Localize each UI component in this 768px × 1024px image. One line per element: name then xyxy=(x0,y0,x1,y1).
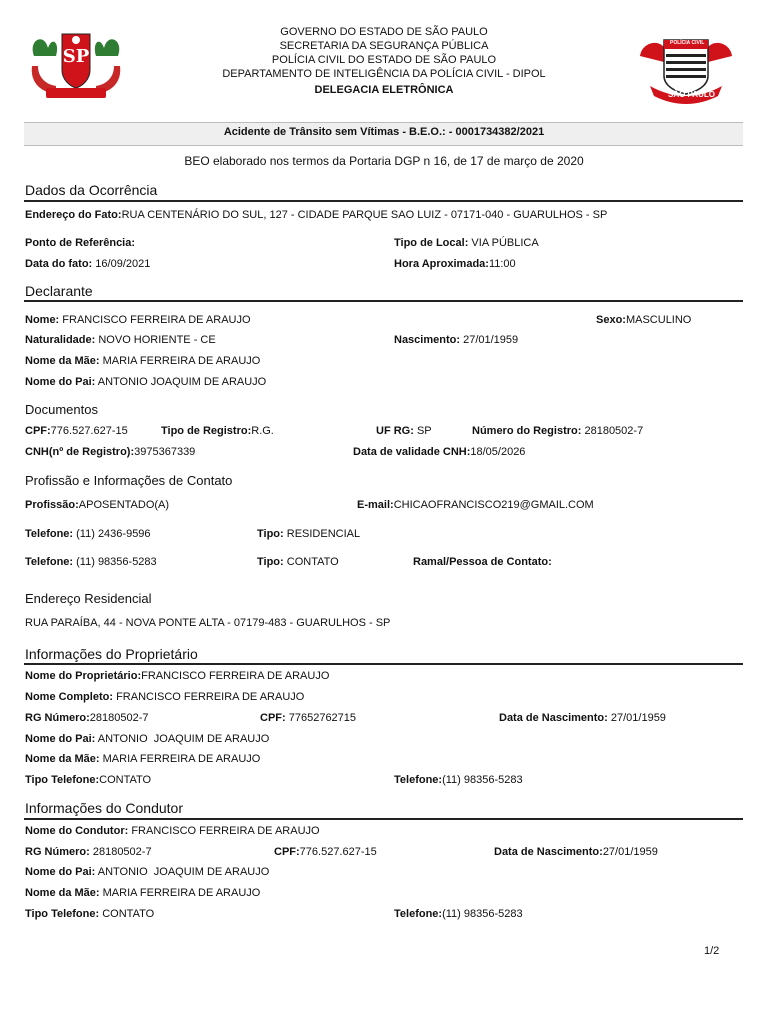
condutor-tipo-tel-label: Tipo Telefone: xyxy=(25,908,100,920)
condutor-tipo-tel-value: CONTATO xyxy=(102,908,155,920)
condutor-tipo-tel-row xyxy=(25,908,154,920)
email-row xyxy=(357,499,594,511)
condutor-cpf-value: 776.527.627-15 xyxy=(299,846,377,858)
condutor-mae-label: Nome da Mãe: xyxy=(25,887,100,899)
condutor-rg-row xyxy=(25,846,152,858)
proprietario-tel-value: (11) 98356-5283 xyxy=(442,774,523,786)
condutor-nasc-label: Data de Nascimento: xyxy=(494,846,603,858)
proprietario-rg-label: RG Número: xyxy=(25,712,90,724)
section-heading-condutor: Informações do Condutor xyxy=(25,800,183,816)
telefone-1-row xyxy=(25,528,151,540)
condutor-rg-label: RG Número: xyxy=(25,846,90,858)
cpf-value: 776.527.627-15 xyxy=(50,425,128,437)
condutor-mae-row xyxy=(25,887,260,899)
proprietario-pai-value: ANTONIO JOAQUIM DE ARAUJO xyxy=(97,733,270,745)
header-line-4: DEPARTAMENTO DE INTELIGÊNCIA DA POLÍCIA CIVIL - DIPOL xyxy=(222,68,546,80)
endereco-residencial-value: RUA PARAÍBA, 44 - NOVA PONTE ALTA - 07179-483 - GUARULHOS - SP xyxy=(25,617,391,629)
profissao-label: Profissão: xyxy=(25,499,79,511)
declarante-sexo-row xyxy=(596,314,691,326)
proprietario-pai-row xyxy=(25,733,269,745)
proprietario-completo-value: FRANCISCO FERREIRA DE ARAUJO xyxy=(116,691,305,703)
validade-cnh-row xyxy=(353,446,525,458)
tipo-local-label: Tipo de Local: xyxy=(394,237,469,249)
proprietario-cpf-row xyxy=(260,712,356,724)
right-logo-bottom-text: SÃO PAULO xyxy=(668,90,715,99)
email-value: CHICAOFRANCISCO219@GMAIL.COM xyxy=(393,499,594,511)
declarante-nome-value: FRANCISCO FERREIRA DE ARAUJO xyxy=(62,314,251,326)
numero-registro-label: Número do Registro: xyxy=(472,425,582,437)
declarante-mae-row xyxy=(25,355,260,367)
ramal-row xyxy=(413,556,552,568)
section-heading-ocorrencia: Dados da Ocorrência xyxy=(25,182,158,198)
condutor-tel-row xyxy=(394,908,523,920)
proprietario-cpf-label: CPF: xyxy=(260,712,286,724)
telefone-1-label: Telefone: xyxy=(25,528,74,540)
email-label: E-mail: xyxy=(357,499,394,511)
declarante-mae-label: Nome da Mãe: xyxy=(25,355,100,367)
proprietario-pai-label: Nome do Pai: xyxy=(25,733,96,745)
declarante-sexo-label: Sexo: xyxy=(596,314,626,326)
uf-rg-value: SP xyxy=(416,425,432,437)
tipo-1-label: Tipo: xyxy=(257,528,284,540)
data-fato-row xyxy=(25,258,150,270)
endereco-fato-value: RUA CENTENÁRIO DO SUL, 127 - CIDADE PARQUE SAO LUIZ - 07171-040 - GUARULHOS - SP xyxy=(121,209,608,221)
telefone-2-row xyxy=(25,556,157,568)
condutor-pai-value: ANTONIO JOAQUIM DE ARAUJO xyxy=(97,866,270,878)
condutor-nasc-row xyxy=(494,846,658,858)
condutor-tel-label: Telefone: xyxy=(394,908,443,920)
tipo-2-value: CONTATO xyxy=(286,556,339,568)
proprietario-mae-value: MARIA FERREIRA DE ARAUJO xyxy=(102,753,261,765)
tipo-local-row xyxy=(394,237,539,249)
endereco-fato-label: Endereço do Fato: xyxy=(25,209,122,221)
ponto-referencia-label: Ponto de Referência: xyxy=(25,237,136,249)
declarante-mae-value: MARIA FERREIRA DE ARAUJO xyxy=(102,355,261,367)
condutor-mae-value: MARIA FERREIRA DE ARAUJO xyxy=(102,887,261,899)
section-heading-documentos: Documentos xyxy=(25,402,98,417)
data-fato-label: Data do fato: xyxy=(25,258,93,270)
proprietario-tipo-tel-label: Tipo Telefone: xyxy=(25,774,100,786)
tipo-1-row xyxy=(257,528,360,540)
uf-rg-row xyxy=(376,425,432,437)
condutor-tel-value: (11) 98356-5283 xyxy=(442,908,523,920)
declarante-nascimento-row xyxy=(394,334,518,346)
right-logo-top-text: POLÍCIA CIVIL xyxy=(670,40,705,46)
declarante-pai-row xyxy=(25,376,266,388)
document-title: Acidente de Trânsito sem Vítimas - B.E.O.: - 0001734382/2021 xyxy=(223,126,545,138)
tipo-registro-label: Tipo de Registro: xyxy=(161,425,252,437)
section-divider xyxy=(24,300,743,302)
profissao-row xyxy=(25,499,169,511)
proprietario-nasc-row xyxy=(499,712,666,724)
section-heading-profissao: Profissão e Informações de Contato xyxy=(25,473,233,488)
proprietario-tipo-tel-value: CONTATO xyxy=(99,774,152,786)
proprietario-nome-label: Nome do Proprietário: xyxy=(25,670,142,682)
numero-registro-value: 28180502-7 xyxy=(584,425,644,437)
proprietario-rg-row xyxy=(25,712,149,724)
condutor-cpf-row xyxy=(274,846,377,858)
condutor-cpf-label: CPF: xyxy=(274,846,300,858)
data-fato-value: 16/09/2021 xyxy=(95,258,151,270)
proprietario-cpf-value: 77652762715 xyxy=(288,712,357,724)
proprietario-nome-row xyxy=(25,670,329,682)
cnh-label: CNH(nº de Registro): xyxy=(25,446,135,458)
hora-label: Hora Aproximada: xyxy=(394,258,489,270)
uf-rg-label: UF RG: xyxy=(376,425,414,437)
condutor-pai-row xyxy=(25,866,269,878)
header-line-3: POLÍCIA CIVIL DO ESTADO DE SÃO PAULO xyxy=(271,54,497,66)
svg-text:SP: SP xyxy=(62,46,90,67)
declarante-nascimento-label: Nascimento: xyxy=(394,334,461,346)
hora-row xyxy=(394,258,516,270)
condutor-nasc-value: 27/01/1959 xyxy=(602,846,658,858)
proprietario-mae-row xyxy=(25,753,260,765)
proprietario-completo-row xyxy=(25,691,304,703)
numero-registro-row xyxy=(472,425,643,437)
declarante-naturalidade-row xyxy=(25,334,216,346)
header-line-2: SECRETARIA DA SEGURANÇA PÚBLICA xyxy=(279,40,489,52)
cpf-row xyxy=(25,425,128,437)
condutor-rg-value: 28180502-7 xyxy=(92,846,152,858)
condutor-pai-label: Nome do Pai: xyxy=(25,866,96,878)
section-divider xyxy=(24,200,743,202)
section-divider xyxy=(24,818,743,820)
ramal-label: Ramal/Pessoa de Contato: xyxy=(413,556,552,568)
header-line-1: GOVERNO DO ESTADO DE SÃO PAULO xyxy=(280,26,488,38)
condutor-nome-row xyxy=(25,825,320,837)
proprietario-rg-value: 28180502-7 xyxy=(89,712,149,724)
tipo-registro-row xyxy=(161,425,274,437)
section-heading-proprietario: Informações do Proprietário xyxy=(25,646,198,662)
proprietario-tel-row xyxy=(394,774,523,786)
declarante-pai-label: Nome do Pai: xyxy=(25,376,96,388)
page-number: 1/2 xyxy=(704,945,720,957)
proprietario-nasc-value: 27/01/1959 xyxy=(610,712,666,724)
proprietario-nasc-label: Data de Nascimento: xyxy=(499,712,608,724)
proprietario-nome-value: FRANCISCO FERREIRA DE ARAUJO xyxy=(141,670,330,682)
proprietario-tel-label: Telefone: xyxy=(394,774,443,786)
ponto-referencia-row xyxy=(25,237,135,249)
tipo-2-row xyxy=(257,556,339,568)
section-heading-endereco-residencial: Endereço Residencial xyxy=(25,591,152,606)
cnh-value: 3975367339 xyxy=(134,446,196,458)
profissao-value: APOSENTADO(A) xyxy=(78,499,170,511)
proprietario-tipo-tel-row xyxy=(25,774,151,786)
proprietario-mae-label: Nome da Mãe: xyxy=(25,753,100,765)
telefone-2-value: (11) 98356-5283 xyxy=(76,556,157,568)
declarante-pai-value: ANTONIO JOAQUIM DE ARAUJO xyxy=(97,376,267,388)
tipo-local-value: VIA PÚBLICA xyxy=(471,237,539,249)
header-line-5: DELEGACIA ELETRÔNICA xyxy=(314,84,454,96)
hora-value: 11:00 xyxy=(488,258,516,270)
tipo-2-label: Tipo: xyxy=(257,556,284,568)
document-subtitle: BEO elaborado nos termos da Portaria DGP n 16, de 17 de março de 2020 xyxy=(184,154,584,168)
declarante-naturalidade-label: Naturalidade: xyxy=(25,334,96,346)
cpf-label: CPF: xyxy=(25,425,51,437)
validade-cnh-value: 18/05/2026 xyxy=(470,446,526,458)
section-divider xyxy=(24,663,743,665)
condutor-nome-value: FRANCISCO FERREIRA DE ARAUJO xyxy=(131,825,320,837)
validade-cnh-label: Data de validade CNH: xyxy=(353,446,471,458)
declarante-naturalidade-value: NOVO HORIENTE - CE xyxy=(98,334,216,346)
declarante-sexo-value: MASCULINO xyxy=(625,314,692,326)
endereco-fato-row xyxy=(25,209,607,221)
proprietario-completo-label: Nome Completo: xyxy=(25,691,113,703)
telefone-1-value: (11) 2436-9596 xyxy=(76,528,151,540)
tipo-1-value: RESIDENCIAL xyxy=(286,528,361,540)
condutor-nome-label: Nome do Condutor: xyxy=(25,825,129,837)
declarante-nascimento-value: 27/01/1959 xyxy=(463,334,519,346)
section-heading-declarante: Declarante xyxy=(25,283,93,299)
declarante-nome-row xyxy=(25,314,251,326)
tipo-registro-value: R.G. xyxy=(251,425,274,437)
declarante-nome-label: Nome: xyxy=(25,314,60,326)
cnh-row xyxy=(25,446,195,458)
telefone-2-label: Telefone: xyxy=(25,556,74,568)
